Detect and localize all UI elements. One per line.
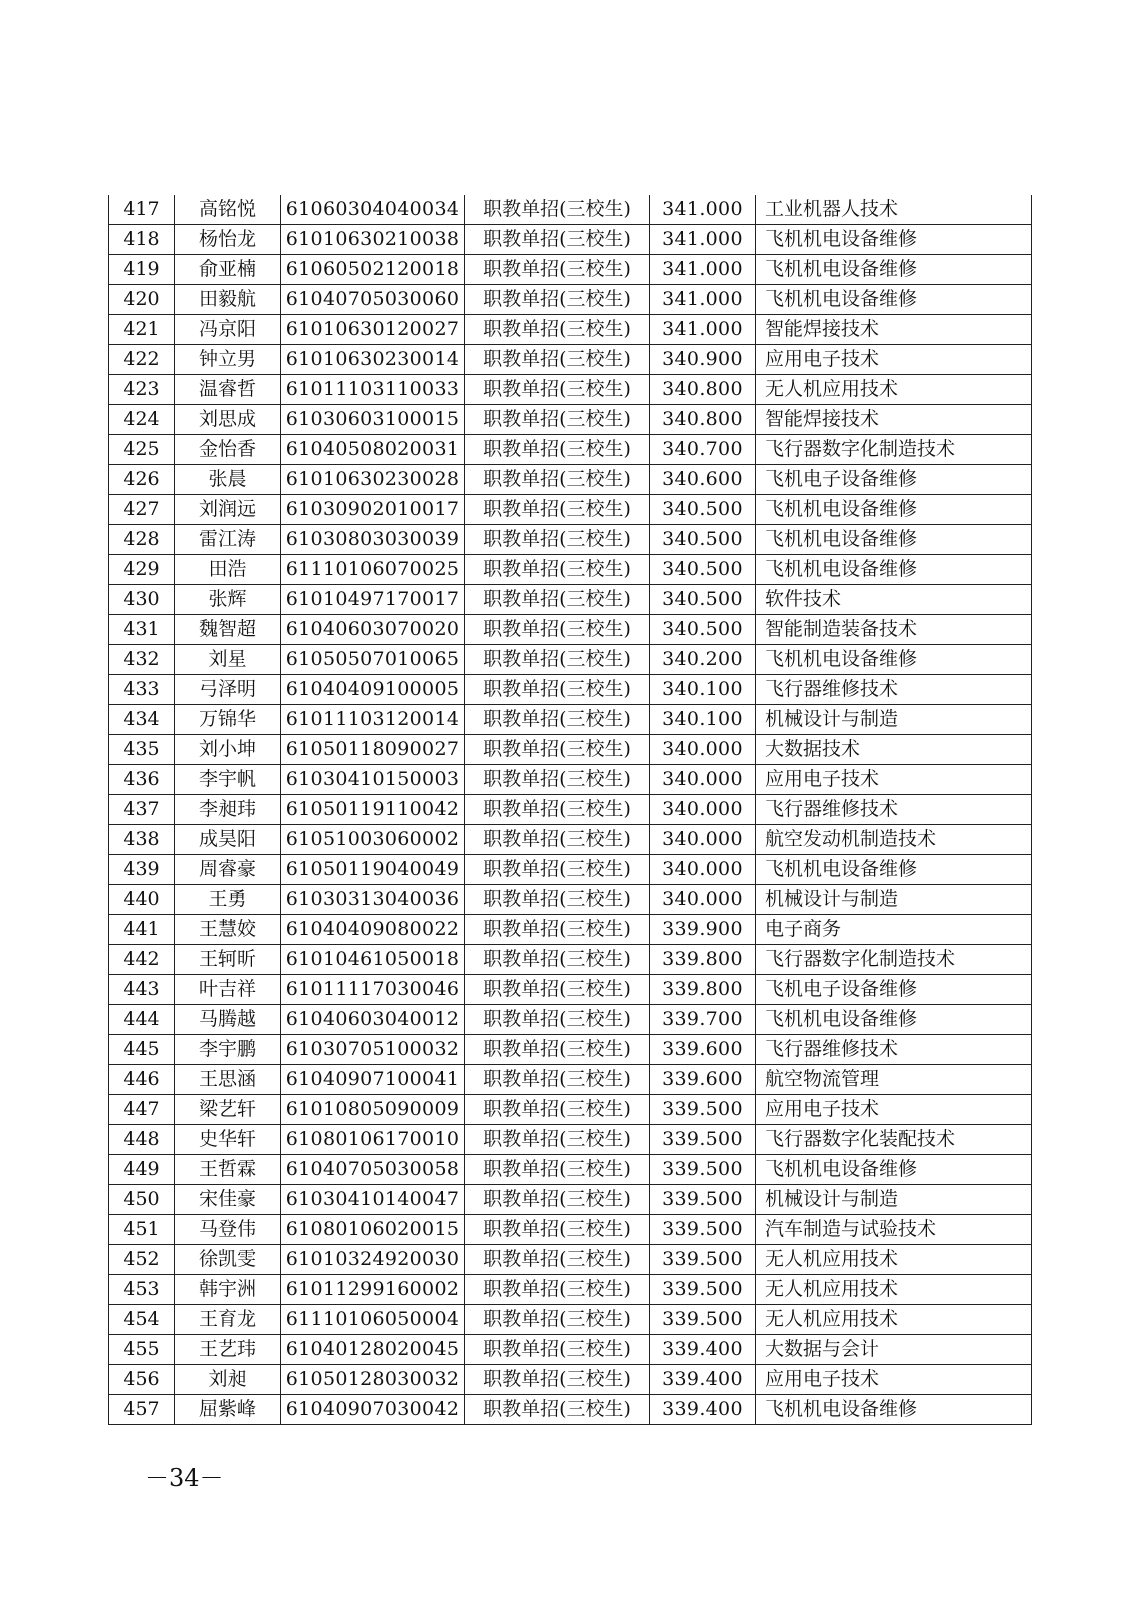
exam-id-cell: 61030603100015 [281,405,465,435]
name-cell: 马腾越 [175,1005,281,1035]
row-number-cell: 446 [109,1065,175,1095]
table-row [109,375,1032,405]
table-row [109,1185,1032,1215]
table-row [109,885,1032,915]
name-cell: 徐凯雯 [175,1245,281,1275]
score-cell: 339.500 [650,1185,756,1215]
major-cell: 无人机应用技术 [756,1305,1032,1335]
name-cell: 冯京阳 [175,315,281,345]
exam-id-cell: 61050118090027 [281,735,465,765]
admission-type-cell: 职教单招(三校生) [465,855,650,885]
admission-type-cell: 职教单招(三校生) [465,255,650,285]
major-cell: 飞机机电设备维修 [756,1005,1032,1035]
table-row [109,915,1032,945]
table-row [109,765,1032,795]
admission-type-cell: 职教单招(三校生) [465,555,650,585]
score-cell: 341.000 [650,225,756,255]
row-number-cell: 421 [109,315,175,345]
score-cell: 339.800 [650,975,756,1005]
admission-type-cell: 职教单招(三校生) [465,465,650,495]
admission-type-cell: 职教单招(三校生) [465,195,650,225]
major-cell: 飞行器维修技术 [756,1035,1032,1065]
table-row [109,225,1032,255]
exam-id-cell: 61010324920030 [281,1245,465,1275]
score-cell: 340.600 [650,465,756,495]
score-cell: 340.000 [650,855,756,885]
admission-type-cell: 职教单招(三校生) [465,1245,650,1275]
major-cell: 飞行器数字化制造技术 [756,945,1032,975]
page-number: －34－ [145,1464,224,1492]
exam-id-cell: 61040907100041 [281,1065,465,1095]
name-cell: 王育龙 [175,1305,281,1335]
table-row [109,315,1032,345]
row-number-cell: 453 [109,1275,175,1305]
score-cell: 339.500 [650,1125,756,1155]
name-cell: 刘昶 [175,1365,281,1395]
name-cell: 李宇帆 [175,765,281,795]
table-row [109,1215,1032,1245]
admission-type-cell: 职教单招(三校生) [465,1065,650,1095]
score-cell: 341.000 [650,315,756,345]
row-number-cell: 427 [109,495,175,525]
admission-list-table-container [108,195,1031,1425]
major-cell: 应用电子技术 [756,345,1032,375]
row-number-cell: 454 [109,1305,175,1335]
name-cell: 温睿哲 [175,375,281,405]
row-number-cell: 442 [109,945,175,975]
table-row [109,1095,1032,1125]
exam-id-cell: 61010630230028 [281,465,465,495]
name-cell: 王思涵 [175,1065,281,1095]
exam-id-cell: 61110106050004 [281,1305,465,1335]
exam-id-cell: 61030410150003 [281,765,465,795]
score-cell: 340.900 [650,345,756,375]
score-cell: 339.400 [650,1335,756,1365]
admission-type-cell: 职教单招(三校生) [465,1005,650,1035]
table-row [109,555,1032,585]
exam-id-cell: 61030410140047 [281,1185,465,1215]
table-body [109,195,1032,1425]
admission-type-cell: 职教单招(三校生) [465,675,650,705]
admission-type-cell: 职教单招(三校生) [465,705,650,735]
table-row [109,1305,1032,1335]
table-row [109,795,1032,825]
exam-id-cell: 61011299160002 [281,1275,465,1305]
exam-id-cell: 61010630120027 [281,315,465,345]
major-cell: 大数据与会计 [756,1335,1032,1365]
name-cell: 王勇 [175,885,281,915]
major-cell: 飞行器维修技术 [756,795,1032,825]
exam-id-cell: 61050507010065 [281,645,465,675]
row-number-cell: 419 [109,255,175,285]
score-cell: 340.500 [650,525,756,555]
row-number-cell: 424 [109,405,175,435]
major-cell: 飞机机电设备维修 [756,555,1032,585]
exam-id-cell: 61010805090009 [281,1095,465,1125]
admission-type-cell: 职教单招(三校生) [465,375,650,405]
row-number-cell: 451 [109,1215,175,1245]
table-row [109,1365,1032,1395]
score-cell: 340.100 [650,675,756,705]
row-number-cell: 440 [109,885,175,915]
exam-id-cell: 61080106020015 [281,1215,465,1245]
row-number-cell: 452 [109,1245,175,1275]
major-cell: 机械设计与制造 [756,705,1032,735]
score-cell: 340.000 [650,885,756,915]
admission-type-cell: 职教单招(三校生) [465,1125,650,1155]
name-cell: 俞亚楠 [175,255,281,285]
exam-id-cell: 61040603070020 [281,615,465,645]
exam-id-cell: 61110106070025 [281,555,465,585]
score-cell: 339.600 [650,1035,756,1065]
major-cell: 航空发动机制造技术 [756,825,1032,855]
major-cell: 应用电子技术 [756,1095,1032,1125]
table-row [109,1275,1032,1305]
major-cell: 飞行器数字化装配技术 [756,1125,1032,1155]
admission-type-cell: 职教单招(三校生) [465,1395,650,1425]
table-row [109,855,1032,885]
admission-type-cell: 职教单招(三校生) [465,915,650,945]
row-number-cell: 429 [109,555,175,585]
name-cell: 梁艺轩 [175,1095,281,1125]
major-cell: 飞行器维修技术 [756,675,1032,705]
exam-id-cell: 61060304040034 [281,195,465,225]
score-cell: 339.800 [650,945,756,975]
major-cell: 飞机机电设备维修 [756,225,1032,255]
major-cell: 软件技术 [756,585,1032,615]
admission-list-table [108,195,1032,1425]
score-cell: 339.500 [650,1095,756,1125]
major-cell: 机械设计与制造 [756,1185,1032,1215]
row-number-cell: 435 [109,735,175,765]
exam-id-cell: 61040409080022 [281,915,465,945]
table-row [109,285,1032,315]
admission-type-cell: 职教单招(三校生) [465,405,650,435]
score-cell: 339.500 [650,1245,756,1275]
major-cell: 智能焊接技术 [756,315,1032,345]
row-number-cell: 423 [109,375,175,405]
score-cell: 340.700 [650,435,756,465]
row-number-cell: 439 [109,855,175,885]
name-cell: 王慧姣 [175,915,281,945]
major-cell: 智能焊接技术 [756,405,1032,435]
score-cell: 339.500 [650,1275,756,1305]
table-row [109,525,1032,555]
score-cell: 340.500 [650,495,756,525]
score-cell: 339.900 [650,915,756,945]
table-row [109,1005,1032,1035]
row-number-cell: 433 [109,675,175,705]
major-cell: 工业机器人技术 [756,195,1032,225]
name-cell: 刘润远 [175,495,281,525]
score-cell: 339.500 [650,1215,756,1245]
name-cell: 屈紫峰 [175,1395,281,1425]
row-number-cell: 456 [109,1365,175,1395]
name-cell: 钟立男 [175,345,281,375]
row-number-cell: 425 [109,435,175,465]
table-row [109,495,1032,525]
score-cell: 340.500 [650,585,756,615]
row-number-cell: 420 [109,285,175,315]
table-row [109,735,1032,765]
admission-type-cell: 职教单招(三校生) [465,315,650,345]
row-number-cell: 438 [109,825,175,855]
score-cell: 340.800 [650,375,756,405]
name-cell: 李昶玮 [175,795,281,825]
admission-type-cell: 职教单招(三校生) [465,975,650,1005]
row-number-cell: 447 [109,1095,175,1125]
table-row [109,1065,1032,1095]
admission-type-cell: 职教单招(三校生) [465,1335,650,1365]
name-cell: 成昊阳 [175,825,281,855]
admission-type-cell: 职教单招(三校生) [465,615,650,645]
exam-id-cell: 61030902010017 [281,495,465,525]
major-cell: 飞机机电设备维修 [756,1155,1032,1185]
admission-type-cell: 职教单招(三校生) [465,435,650,465]
admission-type-cell: 职教单招(三校生) [465,1365,650,1395]
admission-type-cell: 职教单招(三校生) [465,495,650,525]
major-cell: 航空物流管理 [756,1065,1032,1095]
table-row [109,645,1032,675]
row-number-cell: 444 [109,1005,175,1035]
admission-type-cell: 职教单招(三校生) [465,825,650,855]
row-number-cell: 455 [109,1335,175,1365]
name-cell: 刘星 [175,645,281,675]
exam-id-cell: 61010461050018 [281,945,465,975]
major-cell: 智能制造装备技术 [756,615,1032,645]
score-cell: 340.500 [650,555,756,585]
name-cell: 刘小坤 [175,735,281,765]
name-cell: 张晨 [175,465,281,495]
admission-type-cell: 职教单招(三校生) [465,945,650,975]
table-row [109,825,1032,855]
admission-type-cell: 职教单招(三校生) [465,1035,650,1065]
score-cell: 340.100 [650,705,756,735]
table-row [109,1245,1032,1275]
table-row [109,585,1032,615]
table-row [109,255,1032,285]
major-cell: 飞机机电设备维修 [756,855,1032,885]
name-cell: 田浩 [175,555,281,585]
name-cell: 宋佳豪 [175,1185,281,1215]
exam-id-cell: 61010497170017 [281,585,465,615]
table-row [109,1155,1032,1185]
row-number-cell: 436 [109,765,175,795]
table-row [109,195,1032,225]
score-cell: 340.200 [650,645,756,675]
score-cell: 340.000 [650,735,756,765]
name-cell: 马登伟 [175,1215,281,1245]
name-cell: 韩宇洲 [175,1275,281,1305]
name-cell: 金怡香 [175,435,281,465]
admission-type-cell: 职教单招(三校生) [465,1215,650,1245]
score-cell: 339.600 [650,1065,756,1095]
major-cell: 应用电子技术 [756,765,1032,795]
major-cell: 电子商务 [756,915,1032,945]
exam-id-cell: 61011117030046 [281,975,465,1005]
exam-id-cell: 61040705030058 [281,1155,465,1185]
name-cell: 王哲霖 [175,1155,281,1185]
table-row [109,975,1032,1005]
row-number-cell: 417 [109,195,175,225]
table-row [109,1395,1032,1425]
exam-id-cell: 61040603040012 [281,1005,465,1035]
row-number-cell: 450 [109,1185,175,1215]
table-row [109,1335,1032,1365]
row-number-cell: 457 [109,1395,175,1425]
admission-type-cell: 职教单招(三校生) [465,585,650,615]
score-cell: 339.500 [650,1155,756,1185]
admission-type-cell: 职教单招(三校生) [465,225,650,255]
row-number-cell: 448 [109,1125,175,1155]
name-cell: 周睿豪 [175,855,281,885]
exam-id-cell: 61050128030032 [281,1365,465,1395]
major-cell: 飞机电子设备维修 [756,465,1032,495]
admission-type-cell: 职教单招(三校生) [465,345,650,375]
row-number-cell: 449 [109,1155,175,1185]
exam-id-cell: 61040128020045 [281,1335,465,1365]
score-cell: 340.000 [650,825,756,855]
major-cell: 大数据技术 [756,735,1032,765]
row-number-cell: 445 [109,1035,175,1065]
name-cell: 弓泽明 [175,675,281,705]
row-number-cell: 443 [109,975,175,1005]
admission-type-cell: 职教单招(三校生) [465,885,650,915]
exam-id-cell: 61051003060002 [281,825,465,855]
admission-type-cell: 职教单招(三校生) [465,1305,650,1335]
row-number-cell: 428 [109,525,175,555]
major-cell: 飞机机电设备维修 [756,1395,1032,1425]
exam-id-cell: 61050119040049 [281,855,465,885]
table-row [109,945,1032,975]
score-cell: 341.000 [650,195,756,225]
row-number-cell: 434 [109,705,175,735]
table-row [109,615,1032,645]
name-cell: 万锦华 [175,705,281,735]
table-row [109,405,1032,435]
admission-type-cell: 职教单招(三校生) [465,1275,650,1305]
major-cell: 机械设计与制造 [756,885,1032,915]
table-row [109,435,1032,465]
table-row [109,465,1032,495]
row-number-cell: 430 [109,585,175,615]
admission-type-cell: 职教单招(三校生) [465,1185,650,1215]
admission-type-cell: 职教单招(三校生) [465,765,650,795]
name-cell: 王轲昕 [175,945,281,975]
table-row [109,345,1032,375]
exam-id-cell: 61010630230014 [281,345,465,375]
admission-type-cell: 职教单招(三校生) [465,735,650,765]
row-number-cell: 418 [109,225,175,255]
exam-id-cell: 61040508020031 [281,435,465,465]
score-cell: 341.000 [650,255,756,285]
admission-type-cell: 职教单招(三校生) [465,1095,650,1125]
name-cell: 田毅航 [175,285,281,315]
major-cell: 无人机应用技术 [756,375,1032,405]
exam-id-cell: 61040907030042 [281,1395,465,1425]
row-number-cell: 441 [109,915,175,945]
score-cell: 339.400 [650,1395,756,1425]
score-cell: 340.800 [650,405,756,435]
major-cell: 飞行器数字化制造技术 [756,435,1032,465]
name-cell: 王艺玮 [175,1335,281,1365]
row-number-cell: 431 [109,615,175,645]
table-row [109,675,1032,705]
major-cell: 飞机机电设备维修 [756,495,1032,525]
name-cell: 雷江涛 [175,525,281,555]
exam-id-cell: 61030313040036 [281,885,465,915]
exam-id-cell: 61011103110033 [281,375,465,405]
exam-id-cell: 61060502120018 [281,255,465,285]
admission-type-cell: 职教单招(三校生) [465,525,650,555]
score-cell: 339.500 [650,1305,756,1335]
name-cell: 魏智超 [175,615,281,645]
major-cell: 飞机机电设备维修 [756,645,1032,675]
name-cell: 张辉 [175,585,281,615]
major-cell: 汽车制造与试验技术 [756,1215,1032,1245]
score-cell: 341.000 [650,285,756,315]
major-cell: 飞机机电设备维修 [756,255,1032,285]
name-cell: 史华轩 [175,1125,281,1155]
table-row [109,705,1032,735]
row-number-cell: 437 [109,795,175,825]
major-cell: 无人机应用技术 [756,1275,1032,1305]
admission-type-cell: 职教单招(三校生) [465,795,650,825]
major-cell: 飞机机电设备维修 [756,525,1032,555]
major-cell: 飞机机电设备维修 [756,285,1032,315]
exam-id-cell: 61050119110042 [281,795,465,825]
table-row [109,1125,1032,1155]
major-cell: 无人机应用技术 [756,1245,1032,1275]
name-cell: 李宇鹏 [175,1035,281,1065]
exam-id-cell: 61040409100005 [281,675,465,705]
major-cell: 飞机电子设备维修 [756,975,1032,1005]
admission-type-cell: 职教单招(三校生) [465,645,650,675]
exam-id-cell: 61030705100032 [281,1035,465,1065]
name-cell: 高铭悦 [175,195,281,225]
major-cell: 应用电子技术 [756,1365,1032,1395]
admission-type-cell: 职教单招(三校生) [465,1155,650,1185]
exam-id-cell: 61080106170010 [281,1125,465,1155]
exam-id-cell: 61011103120014 [281,705,465,735]
score-cell: 340.000 [650,795,756,825]
row-number-cell: 432 [109,645,175,675]
score-cell: 339.400 [650,1365,756,1395]
exam-id-cell: 61010630210038 [281,225,465,255]
score-cell: 340.000 [650,765,756,795]
name-cell: 刘思成 [175,405,281,435]
row-number-cell: 426 [109,465,175,495]
admission-type-cell: 职教单招(三校生) [465,285,650,315]
score-cell: 340.500 [650,615,756,645]
table-row [109,1035,1032,1065]
name-cell: 杨怡龙 [175,225,281,255]
score-cell: 339.700 [650,1005,756,1035]
exam-id-cell: 61030803030039 [281,525,465,555]
exam-id-cell: 61040705030060 [281,285,465,315]
name-cell: 叶吉祥 [175,975,281,1005]
row-number-cell: 422 [109,345,175,375]
